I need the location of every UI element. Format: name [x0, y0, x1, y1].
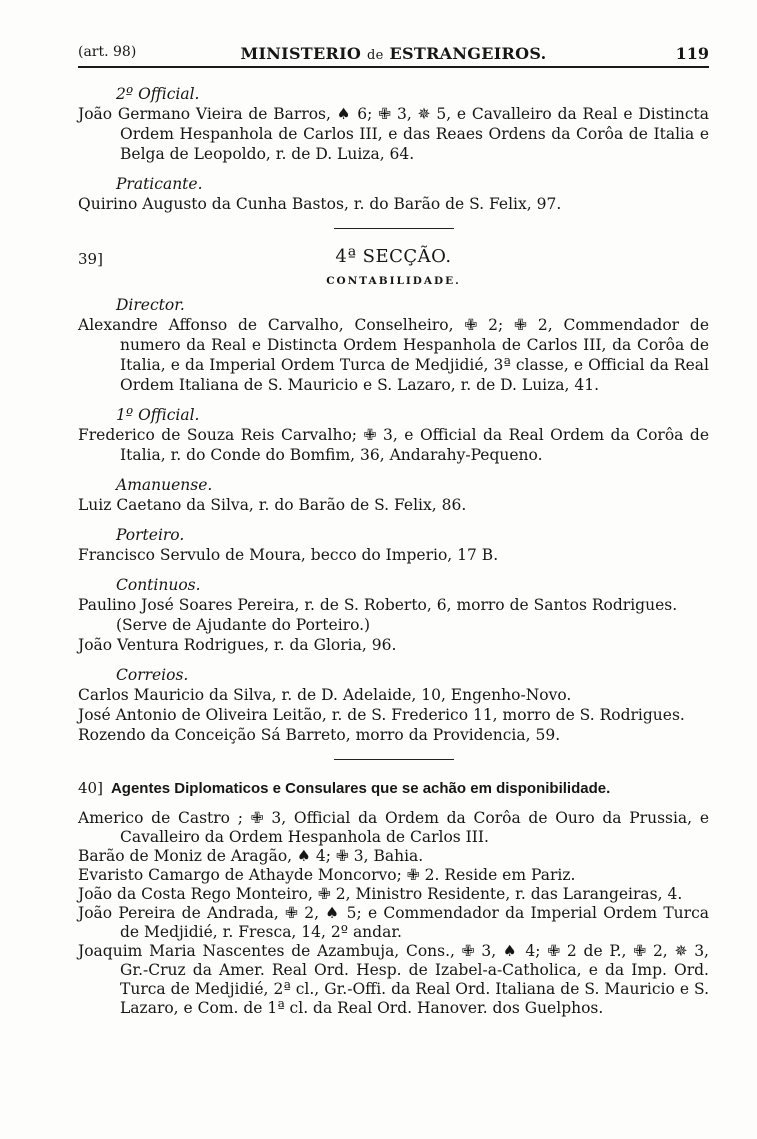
running-header — [78, 44, 709, 68]
entry-rozendo: Rozendo da Conceição Sá Barreto, morro da Providencia, 59. — [78, 726, 561, 744]
entry-alexandre: Alexandre Affonso de Carvalho, Conselheiro, ✙ 2; ✙ 2, Commendador de numero da Real e Distincta Ordem Hespanhola de Carlos III, da Corôa de Italia, e da Imperial Ordem Turca de Medjidié, 3ª classe, e Official da Real Ordem Italiana de S. Mauricio e S. Lazaro, r. de D. Luiza, 41. — [78, 316, 709, 394]
header-title-de: de — [367, 48, 384, 63]
page-number: 119 — [675, 44, 709, 63]
entry-quirino: Quirino Augusto da Cunha Bastos, r. do Barão de S. Felix, 97. — [78, 195, 562, 213]
entry-evaristo: Evaristo Camargo de Athayde Moncorvo; ✙ 2. Reside em Pariz. — [78, 866, 576, 884]
subheading-correios: Correios. — [116, 666, 189, 684]
page-body — [78, 84, 709, 1018]
section-39-subtitle: CONTABILIDADE. — [326, 275, 461, 287]
section-40-number: 40] — [78, 779, 103, 797]
section-divider — [334, 759, 454, 760]
entry-paulino: Paulino José Soares Pereira, r. de S. Roberto, 6, morro de Santos Rodrigues. — [78, 596, 678, 614]
subheading-continuos: Continuos. — [116, 576, 201, 594]
entry-joao-costa: João da Costa Rego Monteiro, ✙ 2, Ministro Residente, r. das Larangeiras, 4. — [78, 885, 683, 903]
entry-americo: Americo de Castro ; ✙ 3, Official da Ordem da Corôa de Ouro da Prussia, e Cavalleiro da Ordem Hespanhola de Carlos III. — [78, 809, 709, 846]
section-40-title: Agentes Diplomaticos e Consulares que se achão em disponibilidade. — [110, 780, 611, 797]
header-article-ref: (art. 98) — [78, 44, 137, 60]
entry-luiz: Luiz Caetano da Silva, r. do Barão de S. Felix, 86. — [78, 496, 467, 514]
header-title-b: ESTRANGEIROS. — [389, 44, 547, 63]
subheading-official1: 1º Official. — [116, 406, 200, 424]
entry-paulino-note: (Serve de Ajudante do Porteiro.) — [116, 616, 371, 634]
section-40-heading — [78, 778, 709, 799]
subheading-official2: 2º Official. — [116, 85, 200, 103]
section-39-number: 39] — [78, 250, 103, 268]
entry-jose: José Antonio de Oliveira Leitão, r. de S. Frederico 11, morro de S. Rodrigues. — [78, 706, 685, 724]
entry-joao-pereira: João Pereira de Andrada, ✙ 2, ♠ 5; e Commendador da Imperial Ordem Turca de Medjidié, r. Fresca, 14, 2º andar. — [78, 904, 709, 941]
entry-barao-moniz: Barão de Moniz de Aragão, ♠ 4; ✙ 3, Bahia. — [78, 847, 424, 865]
subheading-director: Director. — [116, 296, 185, 314]
entry-joao-ventura: João Ventura Rodrigues, r. da Gloria, 96. — [78, 636, 397, 654]
section-divider — [334, 228, 454, 229]
section-39-title: 4ª SECÇÃO. — [335, 246, 452, 267]
header-title — [78, 44, 709, 63]
header-title-a: MINISTERIO — [240, 44, 362, 63]
entry-joao-germano: João Germano Vieira de Barros, ♠ 6; ✙ 3, ✵ 5, e Cavalleiro da Real e Distincta Ordem Hespanhola de Carlos III, e das Reaes Ordens da Corôa de Italia e Belga de Leopoldo, r. de D. Luiza, 64. — [78, 105, 709, 163]
section-39-heading — [78, 247, 709, 271]
subheading-porteiro: Porteiro. — [116, 526, 185, 544]
entry-carlos: Carlos Mauricio da Silva, r. de D. Adelaide, 10, Engenho-Novo. — [78, 686, 572, 704]
subheading-amanuense: Amanuense. — [116, 476, 213, 494]
subheading-praticante: Praticante. — [116, 175, 203, 193]
entry-joaquim: Joaquim Maria Nascentes de Azambuja, Cons., ✙ 3, ♠ 4; ✙ 2 de P., ✙ 2, ✵ 3, Gr.-Cruz da Amer. Real Ord. Hesp. de Izabel-a-Catholica, e da Imp. Ord. Turca de Medjidié, 2ª cl., Gr.-Offi. da Real Ord. Italiana de S. Mauricio e S. Lazaro, e Com. de 1ª cl. da Real Ord. Hanover. dos Guelphos. — [78, 942, 709, 1017]
entry-frederico: Frederico de Souza Reis Carvalho; ✙ 3, e Official da Real Ordem da Corôa de Italia, r. do Conde do Bomfim, 36, Andarahy-Pequeno. — [78, 426, 709, 464]
entry-francisco: Francisco Servulo de Moura, becco do Imperio, 17 B. — [78, 546, 499, 564]
